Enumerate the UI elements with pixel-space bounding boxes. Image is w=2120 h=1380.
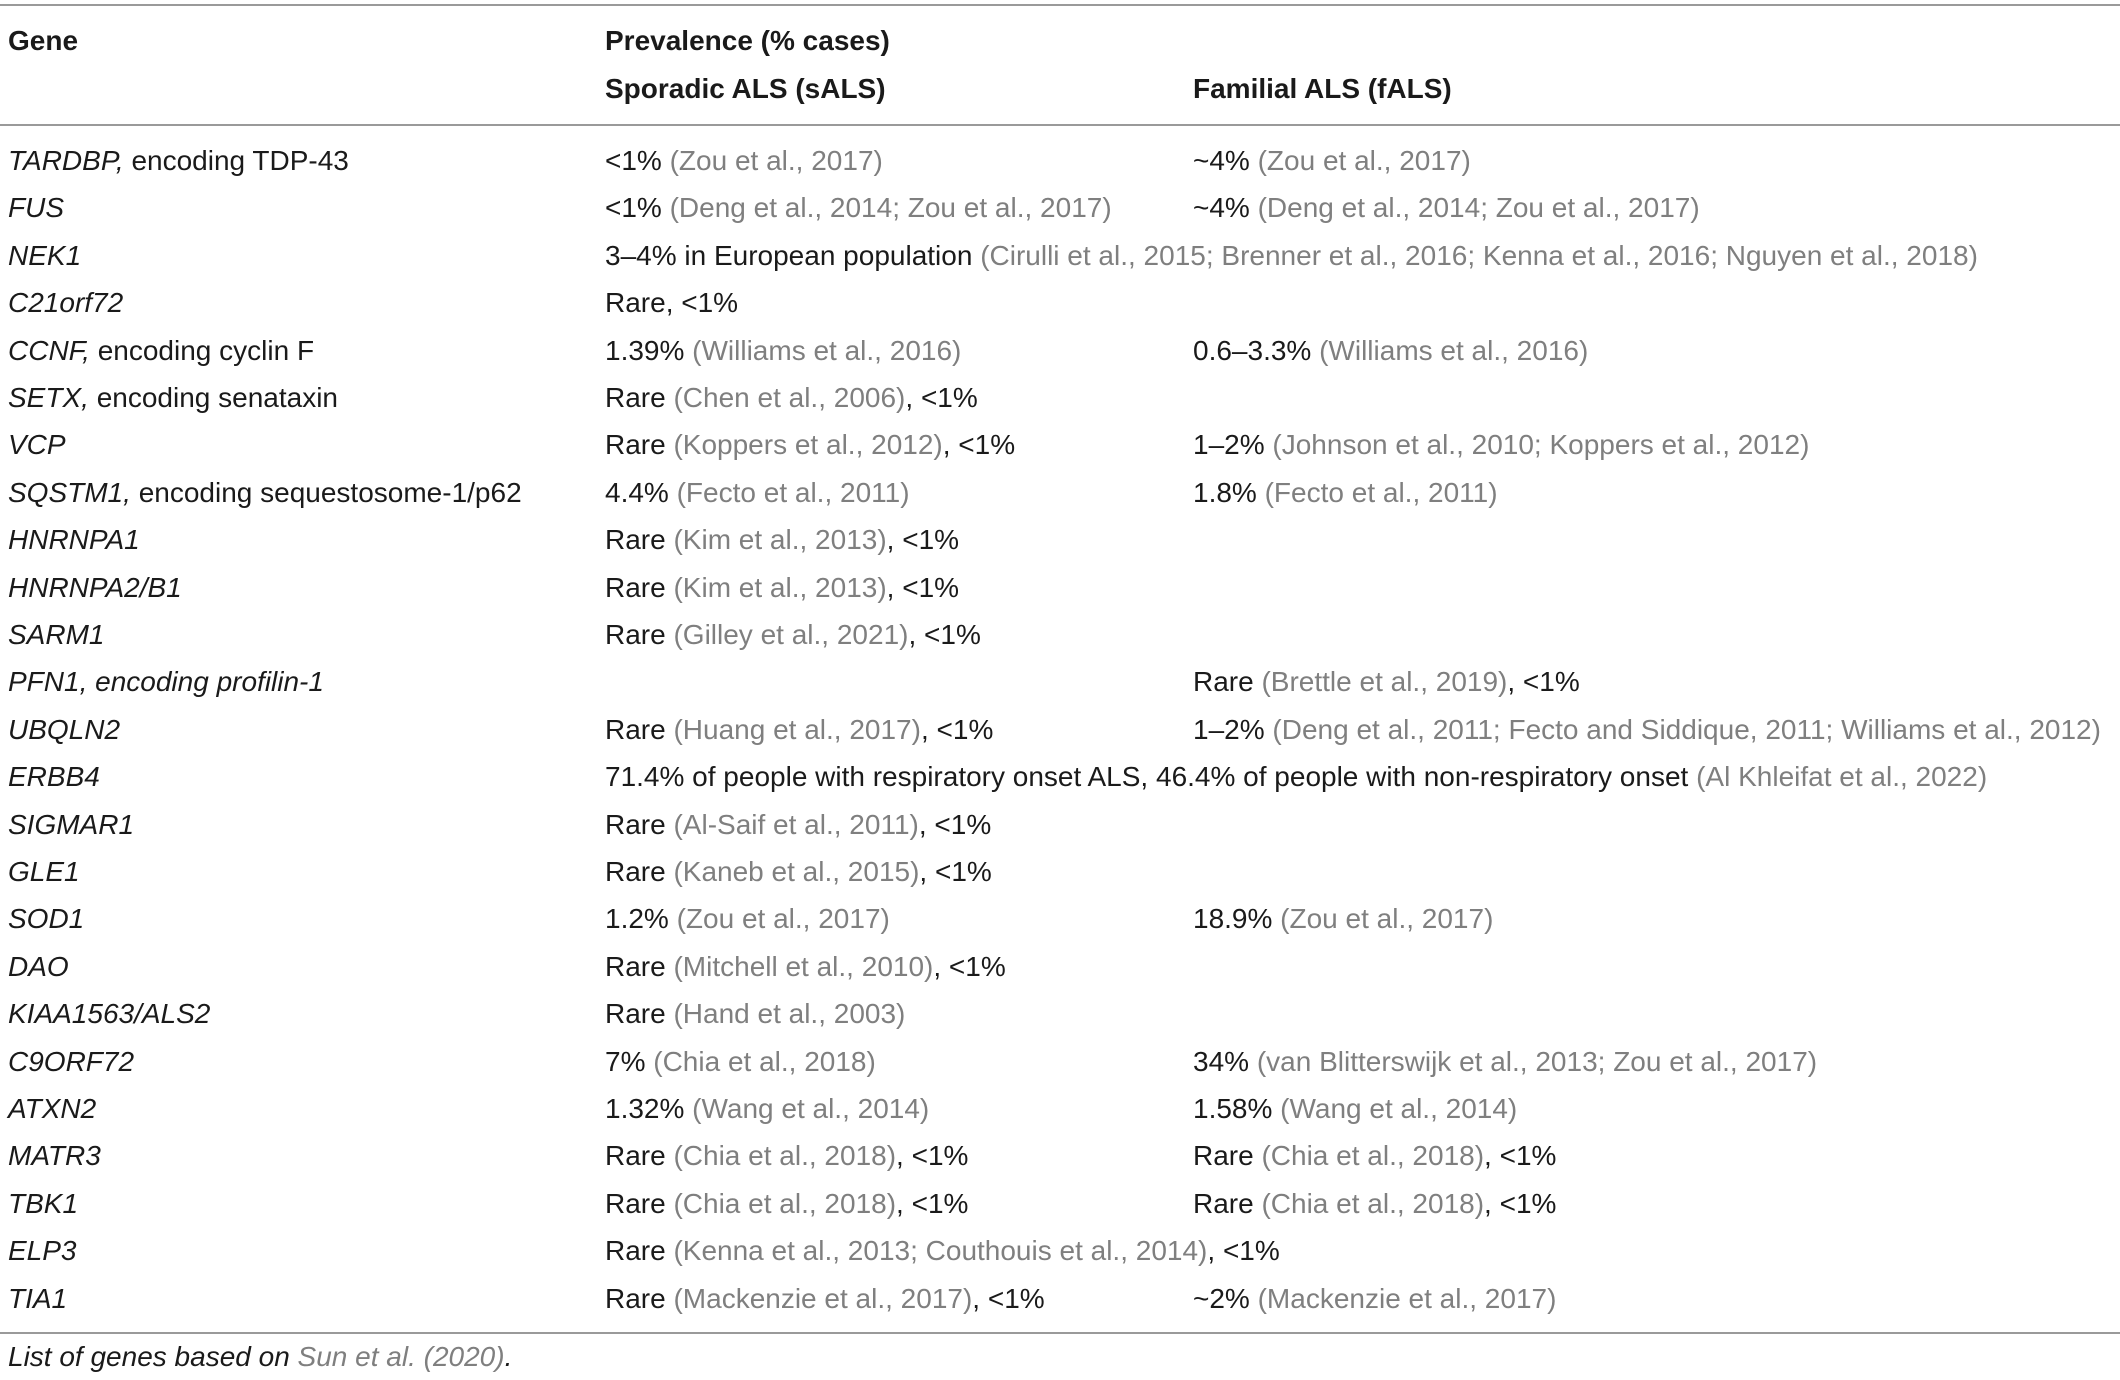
- sporadic-suffix: , <1%: [886, 524, 960, 556]
- familial-cell: [1193, 421, 1809, 468]
- sporadic-citation-link[interactable]: (Chia et al., 2018): [673, 1140, 897, 1172]
- table-row: [0, 801, 2120, 848]
- familial-value: ~4%: [1193, 192, 1258, 224]
- familial-cell: [1193, 1085, 1517, 1132]
- familial-suffix: , <1%: [1484, 1140, 1557, 1172]
- table-row: [0, 137, 2120, 184]
- sporadic-value: Rare: [605, 1235, 674, 1267]
- table-row: [0, 943, 2120, 990]
- gene-cell: [8, 184, 64, 231]
- familial-value: Rare: [1193, 666, 1262, 698]
- sporadic-citation-link[interactable]: (Deng et al., 2014; Zou et al., 2017): [669, 192, 1112, 224]
- gene-cell: [8, 374, 338, 421]
- table-row: [0, 327, 2120, 374]
- gene-cell: [8, 232, 81, 279]
- sporadic-suffix: , <1%: [908, 619, 981, 650]
- sporadic-cell: [605, 753, 1987, 800]
- gene-description: encoding sequestosome-1/p62: [130, 476, 522, 508]
- sporadic-value: Rare: [605, 808, 674, 840]
- familial-citation-link[interactable]: (Brettle et al., 2019): [1261, 666, 1508, 698]
- familial-value: ~2%: [1193, 1282, 1258, 1314]
- gene-cell: [8, 421, 66, 468]
- familial-citation-link[interactable]: (Williams et al., 2016): [1319, 334, 1589, 366]
- sporadic-value: Rare: [605, 1140, 674, 1172]
- sporadic-cell: [605, 1275, 1045, 1322]
- sporadic-citation-link[interactable]: (Chia et al., 2018): [673, 1187, 897, 1219]
- gene-name: KIAA1563/ALS2: [8, 998, 211, 1030]
- gene-cell: [8, 943, 69, 990]
- gene-cell: [8, 706, 120, 753]
- familial-citation-link[interactable]: (Zou et al., 2017): [1280, 903, 1494, 935]
- sporadic-suffix: , <1%: [942, 429, 1016, 461]
- table-row: [0, 184, 2120, 231]
- familial-citation-link[interactable]: (Deng et al., 2011; Fecto and Siddique, 2011; Williams et al., 2012): [1272, 713, 2101, 745]
- familial-citation-link[interactable]: (van Blitterswijk et al., 2013; Zou et al., 2017): [1256, 1045, 1818, 1077]
- table-row: [0, 516, 2120, 563]
- sporadic-citation-link[interactable]: (Koppers et al., 2012): [673, 429, 943, 461]
- table-row: [0, 753, 2120, 800]
- sporadic-cell: [605, 1180, 968, 1227]
- sporadic-cell: [605, 943, 1006, 990]
- familial-citation-link[interactable]: (Zou et al., 2017): [1257, 145, 1471, 176]
- gene-name: PFN1, encoding profilin-1: [8, 666, 324, 698]
- gene-cell: [8, 1180, 78, 1227]
- sporadic-suffix: , <1%: [896, 1140, 969, 1172]
- sporadic-cell: [605, 137, 883, 184]
- sporadic-citation-link[interactable]: (Chen et al., 2006): [673, 382, 906, 413]
- sporadic-suffix: , <1%: [972, 1282, 1045, 1314]
- sporadic-citation-link[interactable]: (Fecto et al., 2011): [676, 476, 910, 508]
- footnote-end: .: [504, 1341, 513, 1372]
- familial-value: 0.6–3.3%: [1193, 334, 1320, 366]
- familial-citation-link[interactable]: (Mackenzie et al., 2017): [1257, 1282, 1557, 1314]
- table-footnote: [8, 1340, 512, 1374]
- gene-name: ELP3: [8, 1235, 77, 1267]
- sporadic-value: Rare: [605, 429, 674, 461]
- table-row: [0, 1038, 2120, 1085]
- gene-name: SOD1: [8, 903, 85, 935]
- gene-description: encoding senataxin: [88, 382, 338, 413]
- sporadic-cell: [605, 469, 910, 516]
- sporadic-value: 71.4% of people with respiratory onset ALS, 46.4% of people with non-respiratory onset: [605, 761, 1697, 793]
- sporadic-citation-link[interactable]: (Al Khleifat et al., 2022): [1696, 761, 1988, 793]
- sporadic-citation-link[interactable]: (Al-Saif et al., 2011): [673, 808, 919, 840]
- sporadic-value: 1.32%: [605, 1093, 693, 1124]
- sporadic-citation-link[interactable]: (Zou et al., 2017): [669, 145, 883, 176]
- sporadic-citation-link[interactable]: (Chia et al., 2018): [653, 1045, 876, 1077]
- sporadic-cell: [605, 421, 1015, 468]
- sporadic-cell: [605, 374, 978, 421]
- table-row: [0, 611, 2120, 658]
- sporadic-value: Rare: [605, 1187, 674, 1219]
- sporadic-cell: [605, 848, 992, 895]
- sporadic-cell: [605, 1132, 968, 1179]
- sporadic-citation-link[interactable]: (Kenna et al., 2013; Couthouis et al., 2014): [673, 1235, 1208, 1267]
- familial-citation-link[interactable]: (Fecto et al., 2011): [1264, 476, 1498, 508]
- sporadic-cell: [605, 232, 1978, 279]
- gene-name: TBK1: [8, 1187, 79, 1219]
- gene-description: encoding TDP-43: [123, 145, 349, 176]
- familial-cell: [1193, 1038, 1817, 1085]
- sporadic-citation-link[interactable]: (Mitchell et al., 2010): [673, 950, 934, 982]
- gene-name: TIA1: [8, 1282, 68, 1314]
- gene-cell: [8, 801, 134, 848]
- familial-cell: [1193, 1132, 1556, 1179]
- familial-value: 1.8%: [1193, 476, 1265, 508]
- sporadic-cell: [605, 990, 905, 1037]
- gene-cell: [8, 137, 349, 184]
- gene-cell: [8, 990, 210, 1037]
- table-row: [0, 469, 2120, 516]
- header-gene: Gene: [8, 25, 79, 56]
- sporadic-cell: [605, 564, 959, 611]
- table-row: [0, 848, 2120, 895]
- sporadic-cell: [605, 279, 738, 326]
- sporadic-value: Rare: [605, 950, 674, 982]
- familial-value: 18.9%: [1193, 903, 1281, 935]
- gene-cell: [8, 564, 182, 611]
- sporadic-citation-link[interactable]: (Kim et al., 2013): [673, 524, 887, 556]
- familial-suffix: , <1%: [1507, 666, 1580, 698]
- familial-cell: [1193, 1275, 1556, 1322]
- gene-name: VCP: [8, 429, 66, 461]
- table-row: [0, 1275, 2120, 1322]
- familial-value: 34%: [1193, 1045, 1257, 1077]
- gene-name: C21orf72: [8, 287, 124, 319]
- table-row: [0, 1227, 2120, 1274]
- sporadic-value: 1.2%: [605, 903, 677, 935]
- header-prevalence: Prevalence (% cases): [605, 25, 890, 56]
- gene-name: C9ORF72: [8, 1045, 135, 1077]
- gene-cell: [8, 1085, 96, 1132]
- header-rule: [0, 124, 2120, 126]
- table-row: [0, 1132, 2120, 1179]
- familial-value: 1–2%: [1193, 713, 1273, 745]
- table-row: [0, 1180, 2120, 1227]
- gene-cell: [8, 611, 104, 658]
- gene-cell: [8, 327, 314, 374]
- gene-cell: [8, 895, 84, 942]
- table-row: [0, 706, 2120, 753]
- familial-value: Rare: [1193, 1187, 1262, 1219]
- familial-citation-link[interactable]: (Chia et al., 2018): [1261, 1140, 1485, 1172]
- sporadic-citation-link[interactable]: (Mackenzie et al., 2017): [673, 1282, 973, 1314]
- sporadic-citation-link[interactable]: (Wang et al., 2014): [692, 1093, 930, 1124]
- familial-citation-link[interactable]: (Chia et al., 2018): [1261, 1187, 1485, 1219]
- header-familial: Familial ALS (fALS): [1193, 73, 1452, 104]
- sporadic-value: Rare: [605, 571, 674, 603]
- sporadic-suffix: , <1%: [1207, 1235, 1280, 1267]
- gene-cell: [8, 1275, 67, 1322]
- table-row: [0, 421, 2120, 468]
- sporadic-cell: [605, 1227, 1280, 1274]
- table-row: [0, 895, 2120, 942]
- sporadic-suffix: , <1%: [886, 571, 960, 603]
- gene-cell: [8, 1227, 77, 1274]
- table-row: [0, 232, 2120, 279]
- gene-name: FUS: [8, 192, 64, 224]
- familial-citation-link[interactable]: (Johnson et al., 2010; Koppers et al., 2012): [1272, 429, 1810, 461]
- sporadic-citation-link[interactable]: (Kim et al., 2013): [673, 571, 887, 603]
- gene-name: ERBB4: [8, 761, 100, 793]
- sporadic-citation-link[interactable]: (Kaneb et al., 2015): [673, 856, 920, 887]
- table-row: [0, 990, 2120, 1037]
- sporadic-cell: [605, 516, 959, 563]
- sporadic-value: Rare: [605, 1282, 674, 1314]
- sporadic-suffix: , <1%: [896, 1187, 969, 1219]
- gene-cell: [8, 1038, 134, 1085]
- sporadic-suffix: , <1%: [919, 856, 992, 887]
- sporadic-suffix: , <1%: [905, 382, 978, 413]
- gene-name: CCNF,: [8, 334, 90, 366]
- familial-cell: [1193, 658, 1580, 705]
- familial-suffix: , <1%: [1484, 1187, 1557, 1219]
- table-row: [0, 1085, 2120, 1132]
- familial-cell: [1193, 895, 1493, 942]
- sporadic-cell: [605, 184, 1112, 231]
- sporadic-value: <1%: [605, 192, 670, 224]
- sporadic-value: Rare: [605, 856, 674, 887]
- familial-value: Rare: [1193, 1140, 1262, 1172]
- sporadic-citation-link[interactable]: (Williams et al., 2016): [692, 334, 962, 366]
- familial-cell: [1193, 184, 1700, 231]
- sporadic-value: Rare: [605, 619, 674, 650]
- familial-citation-link[interactable]: (Deng et al., 2014; Zou et al., 2017): [1257, 192, 1700, 224]
- gene-name: SARM1: [8, 619, 105, 650]
- sporadic-cell: [605, 327, 961, 374]
- sporadic-citation-link[interactable]: (Zou et al., 2017): [676, 903, 890, 935]
- familial-cell: [1193, 469, 1498, 516]
- familial-cell: [1193, 706, 2101, 753]
- table-row: [0, 658, 2120, 705]
- sporadic-citation-link[interactable]: (Huang et al., 2017): [673, 713, 921, 745]
- gene-cell: [8, 1132, 101, 1179]
- familial-cell: [1193, 137, 1471, 184]
- sporadic-citation-link[interactable]: (Gilley et al., 2021): [673, 619, 909, 650]
- sporadic-cell: [605, 801, 991, 848]
- familial-cell: [1193, 327, 1588, 374]
- sporadic-cell: [605, 1085, 929, 1132]
- sporadic-value: Rare, <1%: [605, 287, 739, 319]
- table-row: [0, 279, 2120, 326]
- familial-value: ~4%: [1193, 145, 1258, 176]
- sporadic-value: Rare: [605, 998, 674, 1030]
- familial-citation-link[interactable]: (Wang et al., 2014): [1280, 1093, 1518, 1124]
- gene-cell: [8, 848, 80, 895]
- header-sporadic: Sporadic ALS (sALS): [605, 73, 886, 104]
- gene-cell: [8, 279, 123, 326]
- footnote-text: List of genes based on: [8, 1341, 298, 1372]
- familial-value: 1.58%: [1193, 1093, 1281, 1124]
- sporadic-cell: [605, 706, 993, 753]
- gene-cell: [8, 753, 100, 800]
- gene-name: UBQLN2: [8, 713, 121, 745]
- sporadic-cell: [605, 1038, 876, 1085]
- bottom-rule: [0, 1332, 2120, 1334]
- sporadic-suffix: , <1%: [918, 808, 992, 840]
- gene-name: HNRNPA2/B1: [8, 571, 182, 603]
- sporadic-value: <1%: [605, 145, 670, 176]
- gene-name: DAO: [8, 950, 69, 982]
- sporadic-suffix: , <1%: [920, 713, 994, 745]
- gene-cell: [8, 658, 324, 705]
- gene-description: encoding cyclin F: [89, 334, 315, 366]
- sporadic-value: Rare: [605, 382, 674, 413]
- gene-name: NEK1: [8, 239, 82, 271]
- sporadic-suffix: , <1%: [933, 950, 1006, 982]
- gene-name: SETX,: [8, 382, 89, 413]
- sporadic-value: 3–4% in European population: [605, 239, 981, 271]
- gene-name: ATXN2: [8, 1093, 97, 1124]
- gene-cell: [8, 469, 522, 516]
- familial-cell: [1193, 1180, 1556, 1227]
- top-rule: [0, 4, 2120, 6]
- sporadic-citation-link[interactable]: (Cirulli et al., 2015; Brenner et al., 2016; Kenna et al., 2016; Nguyen et al., 2018): [980, 239, 1978, 271]
- sporadic-value: Rare: [605, 524, 674, 556]
- table-row: [0, 564, 2120, 611]
- sporadic-value: Rare: [605, 713, 674, 745]
- sporadic-citation-link[interactable]: (Hand et al., 2003): [673, 998, 906, 1030]
- sporadic-value: 7%: [605, 1045, 654, 1077]
- sporadic-value: 1.39%: [605, 334, 693, 366]
- footnote-citation-link[interactable]: Sun et al. (2020): [297, 1341, 505, 1372]
- gene-name: SIGMAR1: [8, 808, 135, 840]
- gene-name: SQSTM1,: [8, 476, 131, 508]
- sporadic-cell: [605, 611, 981, 658]
- table-row: [0, 374, 2120, 421]
- familial-value: 1–2%: [1193, 429, 1273, 461]
- gene-name: TARDBP,: [8, 145, 124, 176]
- gene-cell: [8, 516, 140, 563]
- sporadic-cell: [605, 895, 890, 942]
- gene-name: GLE1: [8, 856, 80, 887]
- gene-name: HNRNPA1: [8, 524, 140, 556]
- sporadic-value: 4.4%: [605, 476, 677, 508]
- gene-name: MATR3: [8, 1140, 101, 1172]
